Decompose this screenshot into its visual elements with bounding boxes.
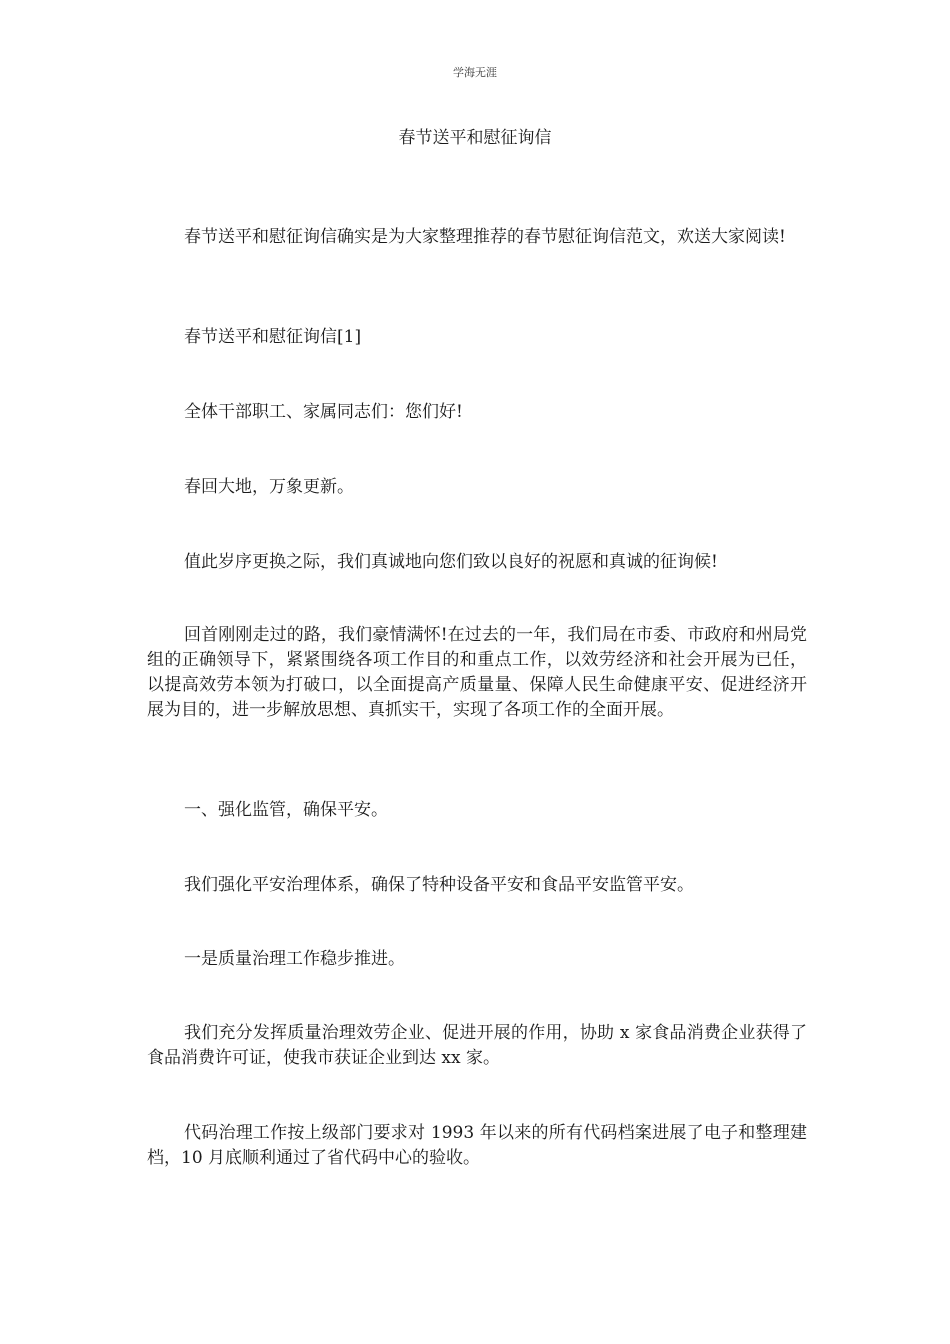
paragraph-quality-detail: 我们充分发挥质量治理效劳企业、促进开展的作用，协助 x 家食品消费企业获得了食品消费许可证，使我市获证企业到达 xx 家。 <box>147 1023 807 1068</box>
paragraph-quality-heading: 一是质量治理工作稳步推进。 <box>184 949 405 969</box>
paragraph-greeting: 值此岁序更换之际，我们真诚地向您们致以良好的祝愿和真诚的征询候! <box>184 552 718 572</box>
paragraph-section-one: 一、强化监管，确保平安。 <box>184 800 388 820</box>
paragraph-safety: 我们强化平安治理体系，确保了特种设备平安和食品平安监管平安。 <box>184 875 694 895</box>
paragraph-salutation: 全体干部职工、家属同志们：您们好! <box>184 402 463 422</box>
page-header: 学海无涯 <box>453 66 497 79</box>
paragraph-intro: 春节送平和慰征询信确实是为大家整理推荐的春节慰征询信范文，欢送大家阅读! <box>184 227 786 247</box>
paragraph-review: 回首刚刚走过的路，我们豪情满怀!在过去的一年，我们局在市委、市政府和州局党组的正确领导下，紧紧围绕各项工作目的和重点工作，以效劳经济和社会开展为已任，以提高效劳本领为打破口，以全面提高产质量量、保障人民生命健康平安、促进经济开展为目的，进一步解放思想、真抓实干，实现了各项工作的全面开展。 <box>147 625 807 720</box>
document-title: 春节送平和慰征询信 <box>398 128 552 148</box>
paragraph-code-management: 代码治理工作按上级部门要求对 1993 年以来的所有代码档案进展了电子和整理建档，10 月底顺利通过了省代码中心的验收。 <box>147 1123 807 1168</box>
paragraph-subtitle: 春节送平和慰征询信[1] <box>184 327 362 347</box>
paragraph-spring: 春回大地，万象更新。 <box>184 477 354 497</box>
